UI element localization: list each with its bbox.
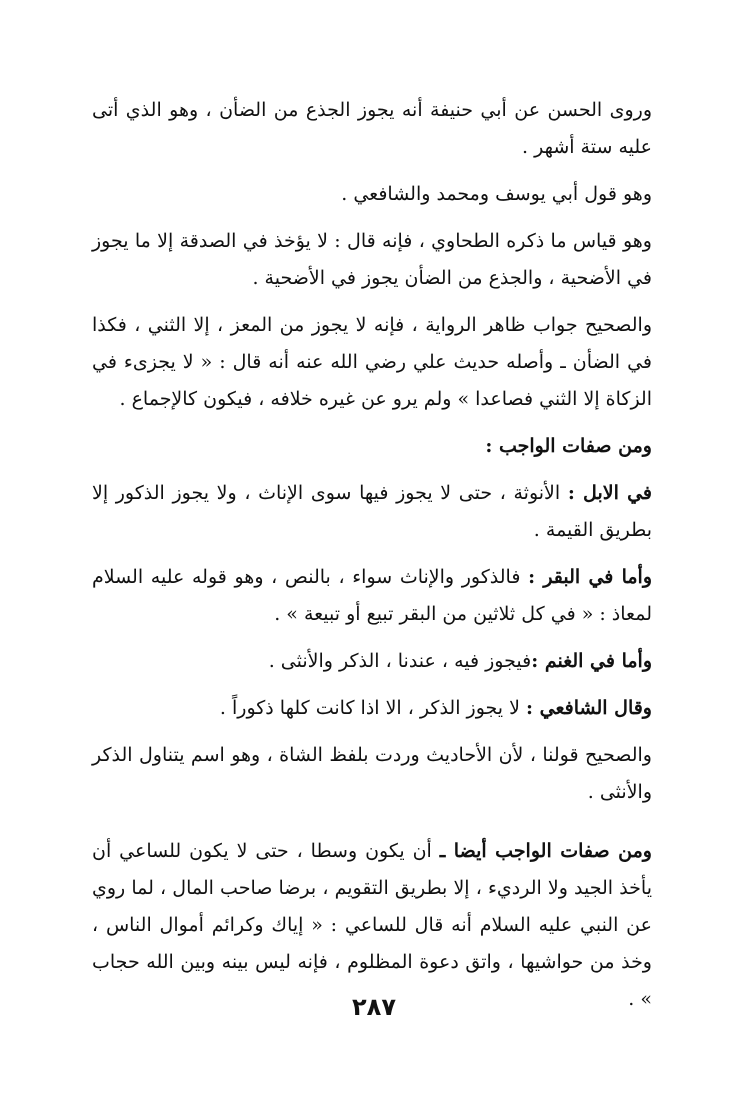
paragraph-sheep-text: فيجوز فيه ، عندنا ، الذكر والأنثى .	[268, 650, 532, 672]
paragraph-middle-quality	[92, 833, 652, 1018]
page-number: ٢٨٧	[352, 993, 396, 1021]
paragraph-3-text: وهو قياس ما ذكره الطحاوي ، فإنه قال : لا يؤخذ في الصدقة إلا ما يجوز في الأضحية ، والجذع من الضأن يجوز في الأضحية .	[92, 230, 652, 289]
paragraph-sheep	[92, 643, 652, 680]
page-body	[92, 92, 652, 1028]
paragraph-1	[92, 92, 652, 166]
paragraph-correct-view-text: والصحيح قولنا ، لأن الأحاديث وردت بلفظ الشاة ، وهو اسم يتناول الذكر والأنثى .	[92, 744, 652, 803]
paragraph-4	[92, 307, 652, 418]
paragraph-cattle	[92, 559, 652, 633]
paragraph-cattle-text: فالذكور والإناث سواء ، بالنص ، وهو قوله عليه السلام لمعاذ : « في كل ثلاثين من البقر تبيع أو تبيعة » .	[92, 566, 652, 625]
paragraph-2	[92, 176, 652, 213]
paragraph-2-text: وهو قول أبي يوسف ومحمد والشافعي .	[341, 183, 652, 205]
paragraph-3	[92, 223, 652, 297]
paragraph-shafii-text: لا يجوز الذكر ، الا اذا كانت كلها ذكوراً .	[219, 697, 526, 719]
paragraph-middle-quality-text: أن يكون وسطا ، حتى لا يكون للساعي أن يأخذ الجيد ولا الرديء ، إلا بطريق التقويم ، برضا صاحب المال ، لما روي عن النبي عليه السلام أنه قال للساعي : « إياك وكرائم أموال الناس ، وخذ من حواشيها ، واتق دعوة المظلوم ، فإنه ليس بينه وبين الله حجاب » .	[92, 840, 652, 1010]
paragraph-shafii-lead: وقال الشافعي :	[526, 697, 652, 719]
paragraph-1-text: وروى الحسن عن أبي حنيفة أنه يجوز الجذع من الضأن ، وهو الذي أتى عليه ستة أشهر .	[92, 99, 652, 158]
section-heading-lead: ومن صفات الواجب :	[485, 435, 652, 457]
paragraph-middle-quality-lead: ومن صفات الواجب أيضا ـ	[439, 840, 652, 862]
paragraph-4-text: والصحيح جواب ظاهر الرواية ، فإنه لا يجوز من المعز ، إلا الثني ، فكذا في الضأن ـ وأصله حديث علي رضي الله عنه أنه قال : « لا يجزىء في الزكاة إلا الثني فصاعدا » ولم يرو عن غيره خلافه ، فيكون كالإجماع .	[92, 314, 652, 410]
paragraph-camels-lead: في الابل :	[567, 482, 652, 504]
paragraph-camels	[92, 475, 652, 549]
paragraph-shafii	[92, 690, 652, 727]
paragraph-correct-view	[92, 737, 652, 811]
paragraph-sheep-lead: وأما في الغنم :	[531, 650, 652, 672]
paragraph-cattle-lead: وأما في البقر :	[528, 566, 653, 588]
section-heading	[92, 428, 652, 465]
paragraph-camels-text: الأنوثة ، حتى لا يجوز فيها سوى الإناث ، ولا يجوز الذكور إلا بطريق القيمة .	[92, 482, 652, 541]
